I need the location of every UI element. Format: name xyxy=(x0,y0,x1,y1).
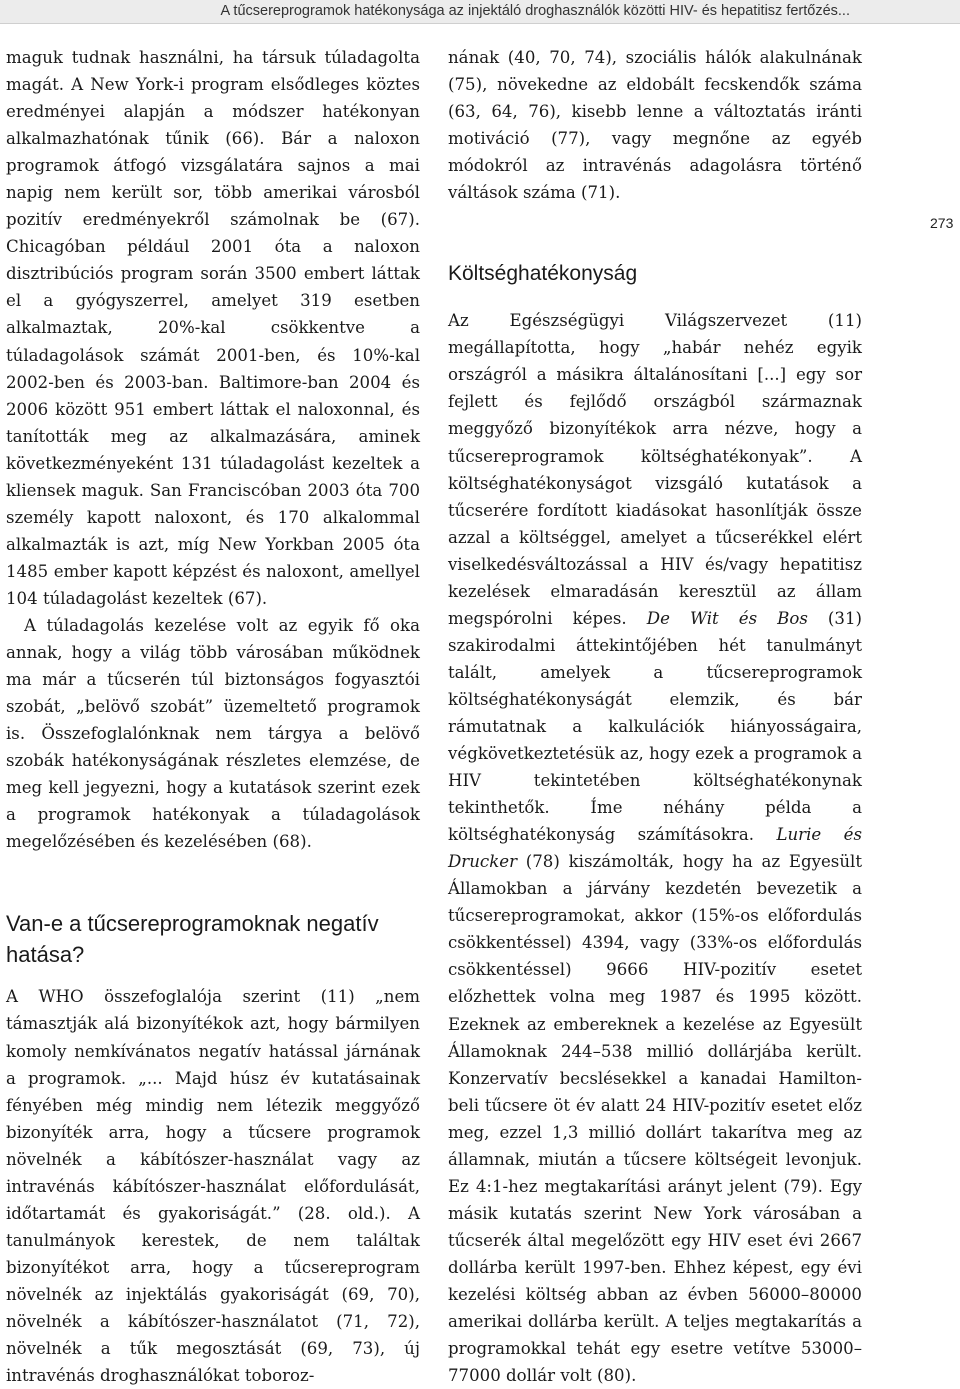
left-column xyxy=(6,44,420,1389)
left-paragraph-1: maguk tudnak használni, ha társuk túladagolta magát. A New York-i program elsődleges köztes eredményei alapján a módszer hatékonyan alkalmazhatónak tűnik (66). Bár a naloxon programok átfogó vizsgálatára sajnos a mai napig nem került sor, több amerikai városból pozitív eredményekről számolnak be (67). Chicagóban például 2001 óta a naloxon disztribúciós program során 3500 embert láttak el a gyógyszerrel, amelyet 319 esetben alkalmaztak, 20%-kal csökkentve a túladagolások számát 2001-ben, és 10%-kal 2002-ben és 2003-ban. Baltimore-ban 2004 és 2006 között 951 embert láttak el naloxonnal, és tanították meg az alkalmazására, aminek következményeként 131 túladagolást kezeltek a kliensek maguk. San Franciscóban 2003 óta 700 személy kapott naloxont, és 170 alkalommal alkalmazták is azt, míg New Yorkban 2005 óta 1485 ember kapott képzést és naloxont, amellyel 104 túladagolást kezeltek (67). xyxy=(6,48,420,608)
citation-lurie-drucker: Lurie és Drucker xyxy=(448,825,862,872)
section-heading-negative-effects: Van-e a tűcsereprogramoknak negatív hatása? xyxy=(6,911,379,968)
page-number: 273 xyxy=(930,215,954,231)
right-paragraph-2-part-a: Az Egészségügyi Világszervezet (11) megállapította, hogy „habár nehéz egyik országról a másikra általánosítani [...] egy sor fejlett és fejlődő országból származnak meggyőző bizonyítékok arra nézve, hogy a tűcsereprogramok költséghatékonyak”. A költséghatékonyságot vizsgáló kutatások a tűcserére fordított kiadásokat hasonlítják össze azzal a költséggel, amelyet a tűcserékkel elért viselkedésváltozással a HIV és/vagy hepatitisz kezelések elmaradásán keresztül az állam megspórolni képes. xyxy=(448,311,862,628)
running-header xyxy=(0,0,960,24)
section-heading-cost-effectiveness: Költséghatékonyság xyxy=(448,262,638,286)
running-title: A tűcsereprogramok hatékonysága az injektáló droghasználók közötti HIV- és hepatitisz fertőzés... xyxy=(220,3,850,19)
right-paragraph-1: nának (40, 70, 74), szociális hálók alakulnának (75), növekedne az eldobált fecskendők száma (63, 64, 76), kisebb lenne a változtatás iránti motiváció (77), vagy megnőne az egyéb módokról az intravénás adagolásra történő váltások száma (71). xyxy=(448,48,862,203)
left-paragraph-3: A WHO összefoglalója szerint (11) „nem támasztják alá bizonyítékok azt, hogy bármilyen komoly nemkívánatos negatív hatással járnának a programok. „... Majd húsz év kutatásainak fényében még mindig nem létezik meggyőző bizonyíték arra, hogy a tűcsere programok növelnék a kábítószer-használat vagy az intravénás kábítószer-használat előfordulását, időtartamát és gyakoriságát.” (28. old.). A tanulmányok kerestek, de nem találtak bizonyítékot arra, hogy a tűcsereprogram növelnék az injektálás gyakoriságát (69, 70), növelnék a kábítószer-használatot (71, 72), növelnék a tűk megosztását (69, 73), új intravénás droghasználókat toboroz- xyxy=(6,987,420,1386)
right-paragraph-2-part-c: (78) kiszámolták, hogy ha az Egyesült Államokban a járvány kezdetén bevezetik a tűcsereprogramokat, akkor (15%-os előfordulás csökkentéssel) 4394, vagy (33%-os előfordulás csökkentéssel) 9666 HIV-pozitív esetet előzhettek volna meg 1987 és 1995 között. Ezeknek az embereknek a kezelése az Egyesült Államoknak 244–538 millió dollárjába került. Konzervatív becslésekkel a kanadai Hamilton-beli tűcsere öt év alatt 24 HIV-pozitív esetet előz meg, ezzel 1,3 millió dollárt takarítva meg az államnak, miután a tűcsere költségeit levonjuk. Ez 4:1-hez megtakarítási arányt jelent (79). Egy másik kutatás szerint New York városában a tűcserék által megelőzött egy HIV eset évi 2667 dollárba került 1997-ben. Ehhez képest, egy évi kezelési költség abban az évben 56000–80000 amerikai dollárba került. A teljes megtakarítás a programokkal tehát egy esetre vetítve 53000– 77000 dollár volt (80). xyxy=(448,852,862,1386)
right-paragraph-2-part-b: (31) szakirodalmi áttekintőjében hét tanulmányt talált, amelyek a tűcsereprogramok költséghatékonyságát elemzik, és bár rámutatnak a kalkulációk hiányosságaira, végkövetkeztetésük az, hogy ezek a programok a HIV tekintetében költséghatékonynak tekinthetők. Íme néhány példa a költséghatékonyság számításokra. xyxy=(448,608,862,845)
right-paragraph-2 xyxy=(448,307,862,1389)
citation-de-wit-bos: De Wit és Bos xyxy=(646,608,808,628)
right-column xyxy=(448,44,862,1389)
left-paragraph-2: A túladagolás kezelése volt az egyik fő oka annak, hogy a világ több városában működnek ma már a tűcserén túl biztonságos fogyasztói szobát, „belövő szobát” üzemeltető programok is. Összefoglalónknak nem tárgya a belövő szobák hatékonyságának részletes elemzése, de meg kell jegyezni, hogy a kutatások szerint ezek a programok hatékonyak a túladagolások megelőzésében és kezelésében (68). xyxy=(6,615,420,852)
